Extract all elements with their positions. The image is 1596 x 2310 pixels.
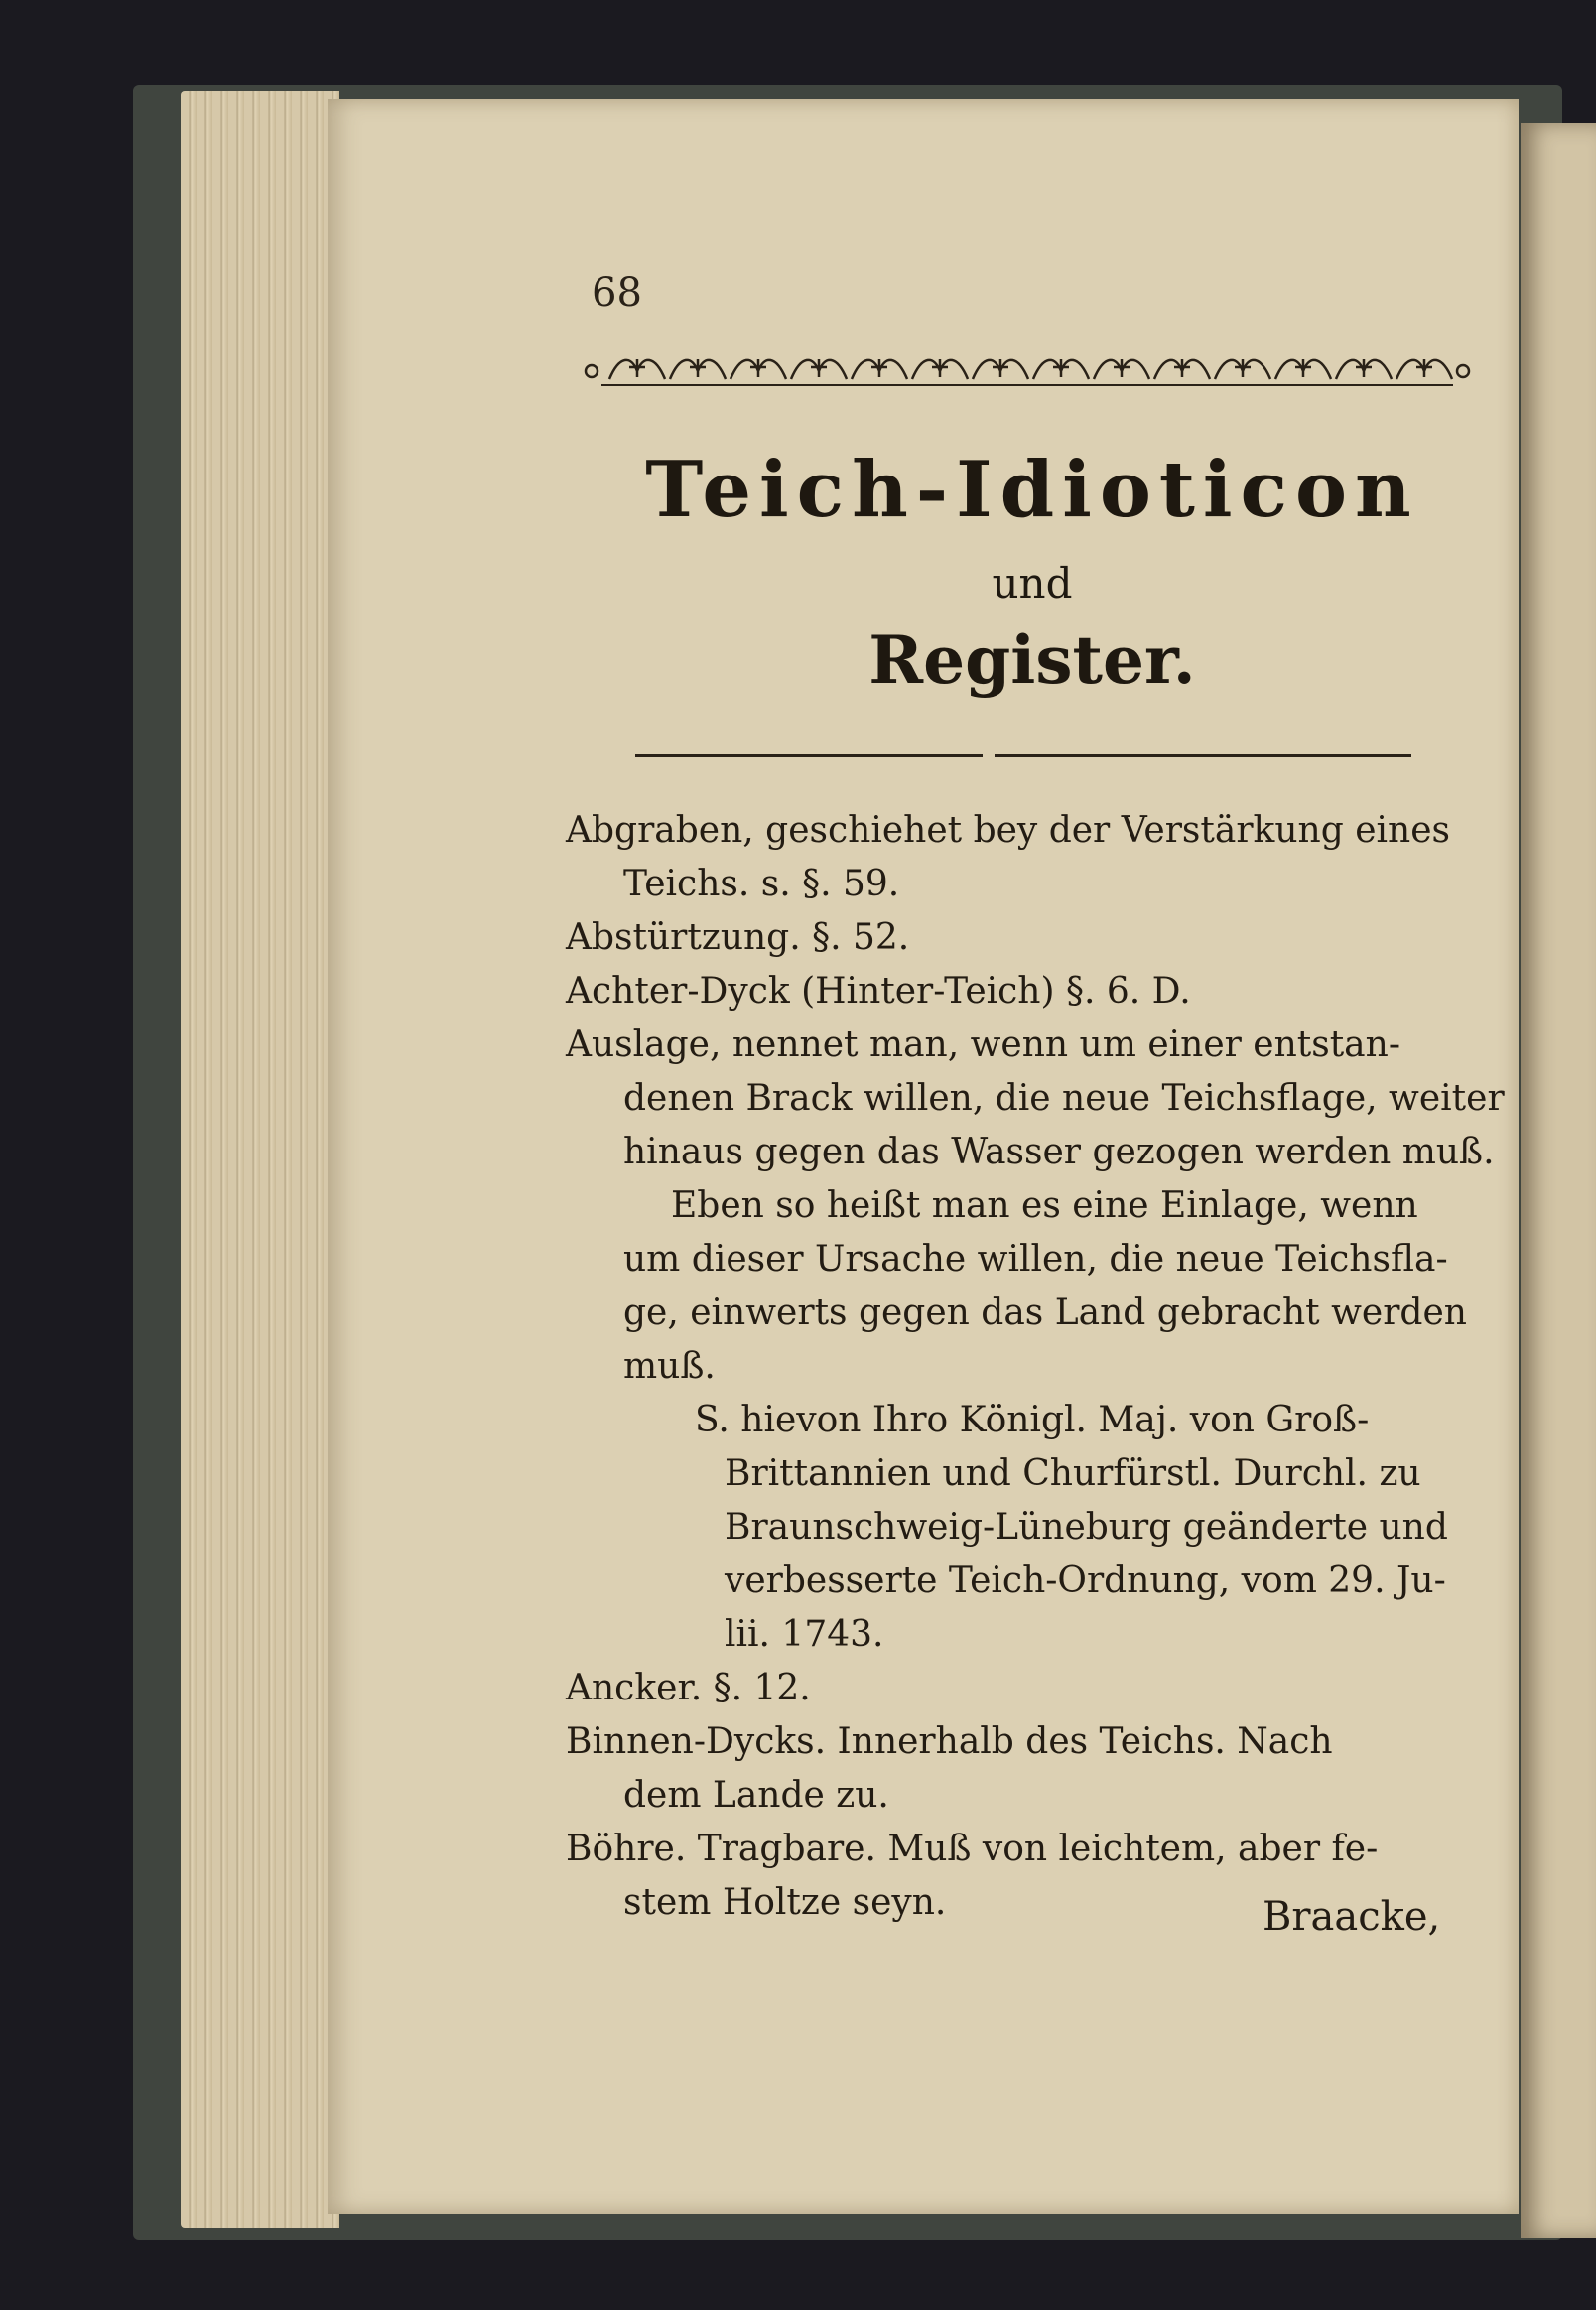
- ornament-flourish: [852, 359, 907, 379]
- ornament-flourish: [1336, 359, 1392, 379]
- entry-line: Eben so heißt man es eine Einlage, wenn: [671, 1185, 1418, 1226]
- page-edges: [181, 91, 339, 2228]
- register-entry: [566, 911, 1459, 965]
- entry-note-line: Brittannien und Churfürstl. Durchl. zu: [725, 1453, 1421, 1494]
- title-conjunction: und: [992, 559, 1073, 608]
- page-number: 68: [592, 270, 642, 316]
- register-entry: [566, 1715, 1459, 1823]
- ornament-flourish: [1275, 359, 1331, 379]
- entry-line: stem Holtze seyn.: [623, 1882, 947, 1923]
- entry-line: Binnen-Dycks. Innerhalb des Teichs. Nach: [566, 1721, 1333, 1762]
- ornament-flourish: [1396, 359, 1452, 379]
- title-register: Register.: [868, 621, 1196, 699]
- entry-note-line: S. hievon Ihro Königl. Maj. von Groß-: [695, 1400, 1370, 1440]
- entry-line: denen Brack willen, die neue Teichsflage, weiter: [623, 1078, 1505, 1119]
- catchword: Braacke,: [1263, 1894, 1441, 1940]
- entry-note-line: lii. 1743.: [725, 1614, 884, 1655]
- entry-line: Ancker. §. 12.: [566, 1668, 811, 1708]
- ornamental-border: [582, 349, 1475, 393]
- ornament-flourish: [1094, 359, 1149, 379]
- register-entry: [566, 804, 1459, 911]
- facing-page: [1521, 123, 1596, 2238]
- entry-line: Böhre. Tragbare. Muß von leichtem, aber fe-: [566, 1829, 1379, 1869]
- entry-note-line: Braunschweig-Lüneburg geänderte und: [725, 1507, 1448, 1548]
- page-title: Teich-Idioticon: [645, 445, 1419, 535]
- ornament-flourish: [609, 359, 665, 379]
- entry-line: hinaus gegen das Wasser gezogen werden muß.: [623, 1132, 1495, 1172]
- ornament-flourish: [1154, 359, 1210, 379]
- entry-line: Teichs. s. §. 59.: [623, 864, 900, 904]
- ornament-flourish: [791, 359, 847, 379]
- entry-line: Abstürtzung. §. 52.: [566, 917, 910, 958]
- entry-line: Achter-Dyck (Hinter-Teich) §. 6. D.: [566, 971, 1191, 1012]
- ornament-flourish: [731, 359, 786, 379]
- entry-line: muß.: [623, 1346, 716, 1387]
- rule-divider-gap: [983, 752, 995, 759]
- entry-note-line: verbesserte Teich-Ordnung, vom 29. Ju-: [725, 1561, 1446, 1601]
- ornament-flourish: [912, 359, 968, 379]
- entry-line: Abgraben, geschiehet bey der Verstärkung eines: [566, 810, 1450, 851]
- entry-line: Auslage, nennet man, wenn um einer entstan-: [566, 1024, 1400, 1065]
- ornament-flourish: [670, 359, 726, 379]
- ornament-flourish: [973, 359, 1028, 379]
- entry-line: ge, einwerts gegen das Land gebracht werden: [623, 1292, 1467, 1333]
- entry-line: dem Lande zu.: [623, 1775, 889, 1816]
- entry-line: um dieser Ursache willen, die neue Teichsfla-: [623, 1239, 1448, 1280]
- register-entry: [566, 1019, 1505, 1662]
- register-entries: [566, 804, 1505, 1930]
- register-entry: [566, 1662, 1459, 1715]
- register-entry: [566, 965, 1459, 1019]
- ornament-flourish: [1215, 359, 1270, 379]
- ornament-flourish: [1033, 359, 1089, 379]
- title-rule: [635, 754, 1411, 757]
